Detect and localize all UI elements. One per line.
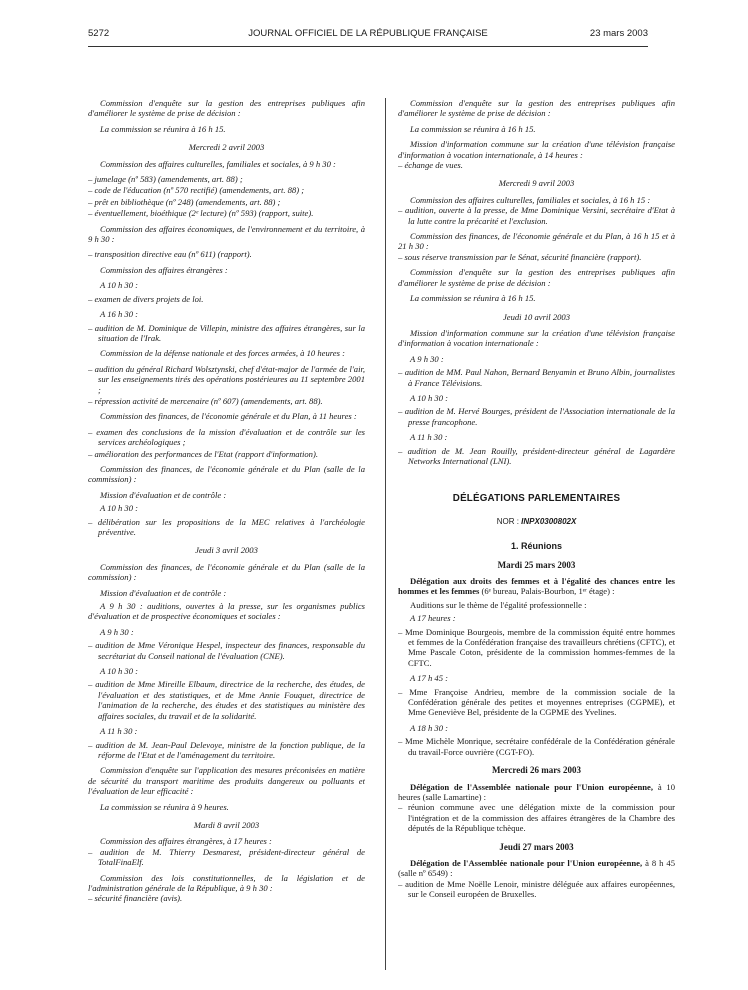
agenda-list (88, 294, 365, 304)
journal-title: JOURNAL OFFICIEL DE LA RÉPUBLIQUE FRANÇAISE (248, 28, 488, 39)
list-item: – Mme Françoise Andrieu, membre de la commission sociale de la Confédération générale des petites et moyennes entreprises (CGPME), et Mme Geneviève Bel, présidente de la CGPME des Yvelines. (398, 686, 675, 718)
right-column (398, 98, 675, 978)
mission-label: Mission d'évaluation et de contrôle : (100, 587, 227, 598)
date-heading: Mardi 8 avril 2003 (193, 819, 260, 830)
list-item: – examen des conclusions de la mission d'évaluation et de contrôle sur les services archéologiques ; (88, 426, 365, 448)
paragraph: Commission d'enquête sur la gestion des entreprises publiques afin d'améliorer le système de prise de décision : (398, 267, 675, 288)
list-item: – audition de Mme Véronique Hespel, inspecteur des finances, responsable du secrétariat du Conseil national de l'évaluation (CNE). (88, 640, 365, 661)
left-column (88, 98, 365, 978)
list-item: – audition de Mme Noëlle Lenoir, ministre déléguée aux affaires européennes, sur le Conseil européen de Bruxelles. (398, 878, 675, 900)
list-item: – Mme Michèle Monrique, secrétaire confédérale de la Confédération générale du travail-Force ouvrière (CGT-FO). (398, 736, 675, 757)
agenda-list (398, 160, 675, 170)
agenda-list (88, 679, 365, 721)
list-item: – jumelage (nº 583) (amendements, art. 88) ; (88, 174, 243, 185)
committee-heading: Commission des finances, de l'économie générale et du Plan, à 11 heures : (100, 411, 357, 422)
committee-heading: Commission des lois constitutionnelles, de la législation et de l'administration générale de la République, à 9 h 30 : (88, 872, 365, 893)
delegation-heading (398, 858, 675, 879)
delegation-name: Délégation aux droits des femmes et à l'égalité des chances entre les hommes et les femmes (398, 576, 675, 597)
committee-heading: Mission d'information commune sur la création d'une télévision française d'information à vocation internationale, à 14 heures : (398, 139, 675, 160)
date-heading: Mercredi 2 avril 2003 (188, 142, 265, 153)
committee-heading: Commission des affaires étrangères : (100, 264, 228, 275)
committee-heading: Commission des finances, de l'économie générale et du Plan (salle de la commission) : (88, 463, 365, 485)
agenda-list (88, 364, 365, 407)
agenda-list (88, 640, 365, 661)
agenda-list (88, 517, 365, 538)
list-item: – réunion commune avec une délégation mixte de la commission pour l'intégration et de la commission des affaires étrangères de la Chambre des députés de la République tchèque. (398, 802, 675, 834)
time-label: A 17 heures : (410, 613, 456, 624)
nor-value: INPX0300802X (521, 516, 577, 526)
agenda-list (398, 252, 675, 262)
list-item: – répression activité de mercenaire (nº 607) (amendements, art. 88). (88, 395, 323, 406)
committee-heading: Commission des finances, de l'économie générale et du Plan (salle de la commission) : (88, 561, 365, 583)
date-heading: Jeudi 10 avril 2003 (502, 311, 571, 322)
date-heading: Mercredi 9 avril 2003 (498, 178, 575, 189)
time-label: A 10 h 30 : (410, 392, 449, 403)
list-item: – sécurité financière (avis). (88, 893, 183, 904)
agenda-list (88, 740, 365, 761)
list-item: – audition de MM. Paul Nahon, Bernard Benyamin et Bruno Albin, journalistes à France Télévisions. (398, 367, 675, 388)
agenda-list (398, 736, 675, 757)
list-item: – examen de divers projets de loi. (88, 293, 204, 304)
list-item: – audition de M. Jean Rouilly, président-directeur général de Lagardère Networks International (LNI). (398, 445, 675, 466)
delegation-heading (398, 576, 675, 597)
committee-heading: Commission des affaires étrangères, à 17 heures : (100, 836, 272, 847)
time-label: A 9 h 30 : (410, 353, 444, 364)
list-item: – audition du général Richard Wolsztynski, chef d'état-major de l'armée de l'air, sur les enseignements tirés des opérations postérieures au 11 septembre 2001 ; (88, 363, 365, 395)
date-heading: Jeudi 27 mars 2003 (499, 841, 574, 852)
agenda-list (398, 879, 675, 900)
header-rule (88, 46, 648, 47)
agenda-list (398, 802, 675, 833)
list-item: – audition de M. Thierry Desmarest, président-directeur général de TotalFinaElf. (88, 846, 365, 868)
agenda-list (398, 446, 675, 467)
committee-heading: Commission des affaires culturelles, familiales et sociales, à 9 h 30 : (100, 158, 336, 169)
agenda-list (88, 893, 365, 903)
time-label: A 11 h 30 : (100, 726, 138, 737)
page-number: 5272 (88, 28, 110, 39)
list-item: – éventuellement, bioéthique (2ᵉ lecture) (nº 593) (rapport, suite). (88, 208, 314, 219)
time-label: A 10 h 30 : (100, 280, 139, 291)
time-label: A 9 h 30 : (100, 626, 134, 637)
paragraph: La commission se réunira à 16 h 15. (410, 123, 536, 134)
column-divider (385, 98, 386, 970)
date-heading: Mercredi 26 mars 2003 (492, 765, 581, 776)
time-label: A 16 h 30 : (100, 309, 139, 320)
list-item: – audition de M. Jean-Paul Delevoye, ministre de la fonction publique, de la réforme de l'Etat et de l'aménagement du territoire. (88, 739, 365, 760)
list-item: – audition de Mme Mireille Elbaum, directrice de la recherche, des études, de l'évaluation et des statistiques, et de Mme Annie Fouquet, directrice de l'animation de la recherche, des études et des statistiques au ministère des affaires sociales, du travail et de la solidarité. (88, 679, 365, 721)
committee-heading: Commission des affaires culturelles, familiales et sociales, à 16 h 15 : (410, 194, 651, 205)
delegation-name: Délégation de l'Assemblée nationale pour l'Union européenne, (410, 781, 654, 792)
list-item: – Mme Dominique Bourgeois, membre de la commission équité entre hommes et femmes de la Confédération française des travailleurs chrétiens (CFTC), et Mme Pascale Coton, présidente de la commission hommes-femmes de la CFTC. (398, 626, 675, 668)
list-item: – audition de M. Hervé Bourges, président de l'Association internationale de la presse francophone. (398, 406, 675, 427)
agenda-list (88, 847, 365, 868)
time-label: A 10 h 30 : (100, 666, 139, 677)
list-item: – audition de M. Dominique de Villepin, ministre des affaires étrangères, sur la situation de l'Irak. (88, 322, 365, 343)
list-item: – échange de vues. (398, 160, 463, 171)
paragraph: Commission d'enquête sur la gestion des entreprises publiques afin d'améliorer le système de prise de décision : (88, 98, 365, 119)
committee-heading: Commission des affaires économiques, de l'environnement et du territoire, à 9 h 30 : (88, 223, 365, 245)
agenda-list (398, 687, 675, 718)
agenda-list (88, 427, 365, 459)
agenda-list (398, 367, 675, 388)
paragraph: Commission d'enquête sur l'application des mesures préconisées en matière de sécurité du transport maritime des produits dangereux ou polluants et l'évaluation de leur efficacité : (88, 765, 365, 797)
time-label: A 11 h 30 : (410, 432, 448, 443)
paragraph: La commission se réunira à 16 h 15. (100, 123, 226, 134)
paragraph: La commission se réunira à 16 h 15. (410, 293, 536, 304)
list-item: – délibération sur les propositions de la MEC relatives à l'archéologie préventive. (88, 516, 365, 537)
agenda-list (88, 323, 365, 344)
list-item: – transposition directive eau (nº 611) (rapport). (88, 249, 252, 260)
agenda-list (88, 249, 365, 259)
committee-heading: Commission des finances, de l'économie générale et du Plan, à 16 h 15 et à 21 h 30 : (398, 231, 675, 252)
mission-label: Mission d'évaluation et de contrôle : (100, 489, 227, 500)
delegation-name: Délégation de l'Assemblée nationale pour l'Union européenne, (410, 857, 643, 868)
section-title: DÉLÉGATIONS PARLEMENTAIRES (452, 493, 621, 505)
time-label: A 17 h 45 : (410, 673, 449, 684)
list-item: – prêt en bibliothèque (nº 248) (amendements, art. 88) ; (88, 196, 281, 207)
delegation-location: à 8 h 45 (salle nº 6549) : (398, 857, 675, 879)
paragraph: Auditions sur le thème de l'égalité professionnelle : (410, 599, 587, 610)
date-heading: Jeudi 3 avril 2003 (195, 545, 258, 556)
agenda-list (398, 205, 675, 226)
paragraph: La commission se réunira à 9 heures. (100, 801, 229, 812)
agenda-list (398, 406, 675, 427)
delegation-heading (398, 782, 675, 803)
subsection-title: 1. Réunions (510, 541, 562, 552)
committee-heading: Commission de la défense nationale et des forces armées, à 10 heures : (100, 348, 345, 359)
nor-label: NOR : (496, 516, 519, 526)
time-label: A 10 h 30 : (100, 503, 139, 514)
list-item: – audition, ouverte à la presse, de Mme Dominique Versini, secrétaire d'Etat à la lutte contre la précarité et l'exclusion. (398, 205, 675, 226)
issue-date: 23 mars 2003 (589, 28, 648, 39)
list-item: – sous réserve transmission par le Sénat, sécurité financière (rapport). (398, 251, 642, 262)
time-label: A 18 h 30 : (410, 722, 449, 733)
page-header (88, 28, 648, 44)
delegation-location: à 10 heures (salle Lamartine) : (398, 781, 675, 802)
agenda-list (398, 627, 675, 669)
paragraph: Commission d'enquête sur la gestion des entreprises publiques afin d'améliorer le système de prise de décision : (398, 98, 675, 119)
list-item: – code de l'éducation (nº 570 rectifié) (amendements, art. 88) ; (88, 185, 305, 196)
agenda-list (88, 174, 365, 219)
date-heading: Mardi 25 mars 2003 (497, 559, 576, 570)
committee-heading: Mission d'information commune sur la création d'une télévision française d'information à vocation internationale : (398, 327, 675, 349)
paragraph: A 9 h 30 : auditions, ouvertes à la presse, sur les organismes publics d'évaluation et de prospective économiques et sociales : (88, 601, 365, 622)
list-item: – amélioration des performances de l'Etat (rapport d'information). (88, 448, 318, 459)
nor-reference (398, 517, 675, 527)
delegation-location: (6ᵉ bureau, Palais-Bourbon, 1ᵉʳ étage) : (479, 586, 615, 597)
